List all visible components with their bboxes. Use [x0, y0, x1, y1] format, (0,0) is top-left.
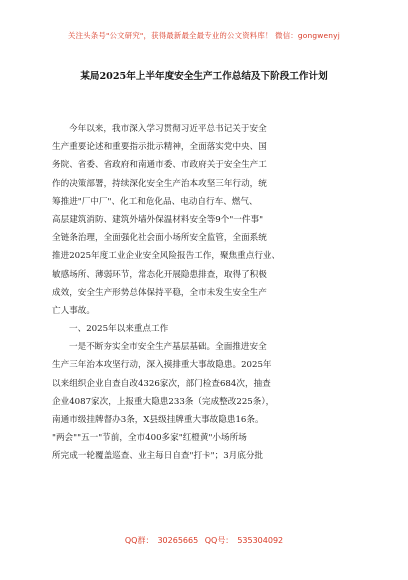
- paragraph-line: 全链条治理，全面强化社会面小场所安全监管，全面系统: [52, 233, 267, 244]
- footer-contact: [0, 535, 408, 546]
- paragraph-line: 生产重要论述和重要指示批示精神，全面落实党中央、国: [52, 142, 267, 153]
- header-banner: 关注头条号"公文研究"，获得最新最全最专业的公文资料库！ 微信：gongwenyj: [68, 31, 340, 40]
- paragraph-line: 务院、省委、省政府和南通市委、市政府关于安全生产工: [52, 160, 267, 171]
- paragraph-line: 作的决策部署，持续深化安全生产治本攻坚三年行动，统: [52, 178, 267, 189]
- paragraph-line: 以来组织企业自查自改4326家次，部门检查684次，抽查: [52, 378, 271, 389]
- qq-group-label: QQ群：: [124, 536, 154, 545]
- paragraph-line: 成效，安全生产形势总体保持平稳，全市未发生安全生产: [52, 287, 267, 298]
- paragraph-line: 企业4087家次，上报重大隐患233条（完成整改225条），: [52, 396, 275, 407]
- paragraph-line: 一是不断夯实全市安全生产基层基础。全面推进安全: [69, 342, 267, 353]
- section-heading: 一、2025年以来重点工作: [69, 324, 169, 335]
- document-title: 某局2025年上半年度安全生产工作总结及下阶段工作计划: [80, 71, 328, 82]
- paragraph-line: 高层建筑消防、建筑外墙外保温材料安全等9个"一件事": [52, 214, 264, 225]
- paragraph-line: 所完成一轮覆盖巡查、业主每日自查"打卡"；3月底分批: [52, 451, 264, 462]
- paragraph-line: 推进2025年度工业企业安全风险报告工作，聚焦重点行业、: [52, 251, 281, 262]
- paragraph-line: 生产三年治本攻坚行动，深入摸排重大事故隐患。2025年: [52, 360, 272, 371]
- paragraph-line: 南通市级挂牌督办3条，X县级挂牌重大事故隐患16条。: [52, 415, 264, 425]
- paragraph-line: 筹推进"厂中厂"、化工和危化品、电动自行车、燃气、: [52, 196, 258, 207]
- paragraph-line: "两会""五一"节前，全市400多家"红橙黄"小场所场: [52, 433, 247, 444]
- paragraph-line: 敏感场所、薄弱环节，常态化开展隐患排查，取得了积极: [52, 269, 267, 280]
- document-body: [52, 120, 370, 466]
- qq-group-number: 30265665: [157, 536, 199, 545]
- paragraph-line: 今年以来，我市深入学习贯彻习近平总书记关于安全: [69, 124, 267, 134]
- qq-number: 535304092: [237, 536, 284, 545]
- paragraph-line: 亡人事故。: [52, 305, 95, 316]
- qq-label: QQ号：: [204, 536, 234, 545]
